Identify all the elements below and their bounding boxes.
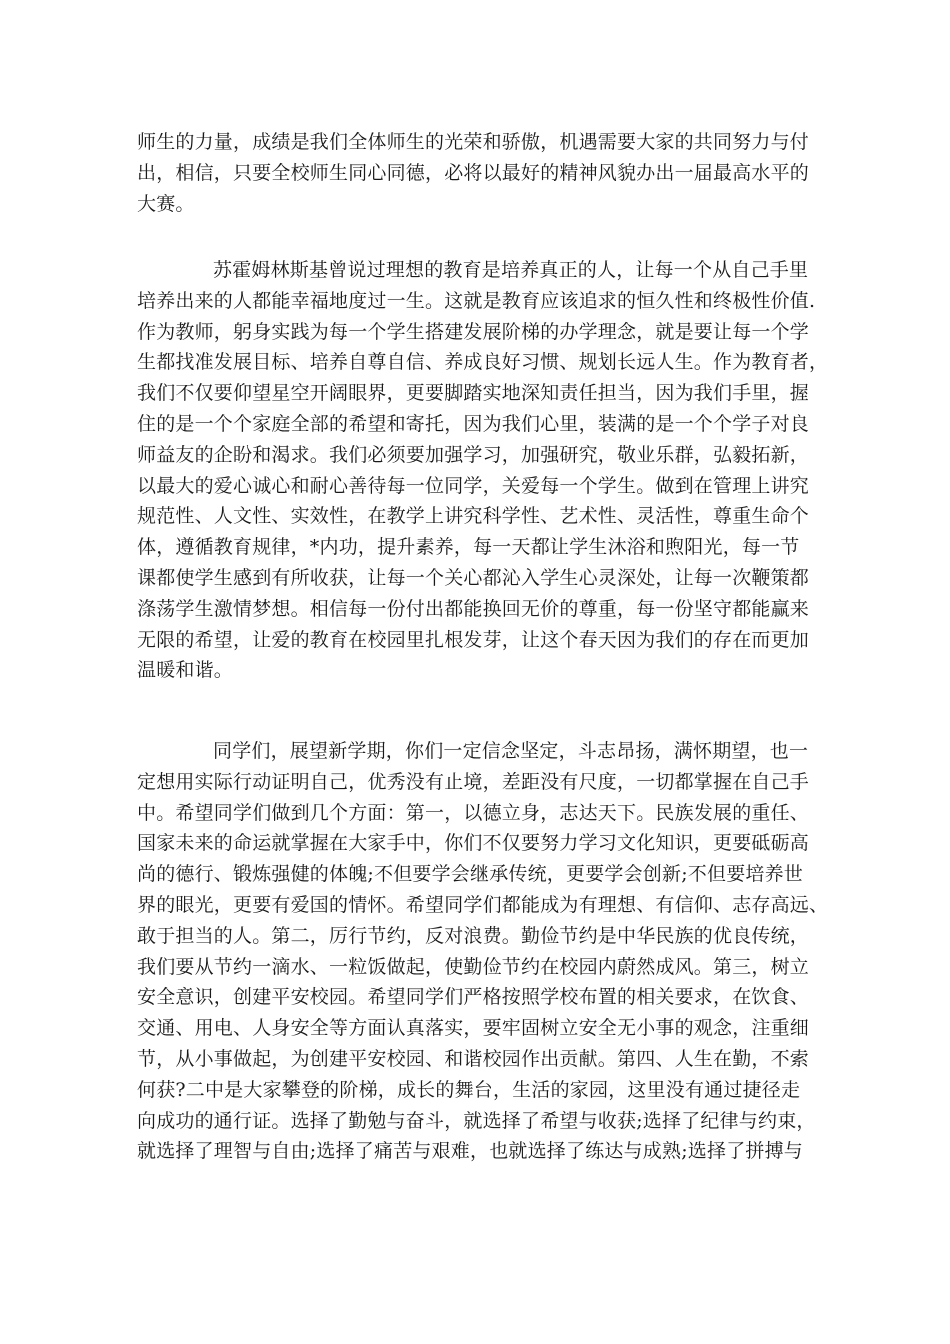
text-line: 尚的德行、锻炼强健的体魄;不但要学会继承传统，更要学会创新;不但要培养世 [137, 863, 804, 886]
paragraph-3 [137, 736, 829, 1167]
text-line: 作为教师，躬身实践为每一个学生搭建发展阶梯的办学理念，就是要让每一个学 [137, 320, 810, 343]
text-line: 生都找准发展目标、培养自尊自信、养成良好习惯、规划长远人生。作为教育者， [137, 351, 829, 374]
text-line: 住的是一个个家庭全部的希望和寄托，因为我们心里，装满的是一个个学子对良 [137, 412, 810, 435]
text-line: 师益友的企盼和渴求。我们必须要加强学习，加强研究，敬业乐群，弘毅拓新， [137, 443, 810, 466]
text-line: 界的眼光，更要有爱国的情怀。希望同学们都能成为有理想、有信仰、志存高远、 [137, 893, 829, 916]
text-line: 我们不仅要仰望星空开阔眼界，更要脚踏实地深知责任担当，因为我们手里，握 [137, 382, 810, 405]
text-line: 大赛。 [137, 192, 195, 215]
text-line: 向成功的通行证。选择了勤勉与奋斗，就选择了希望与收获;选择了纪律与约束， [137, 1109, 816, 1132]
text-line: 规范性、人文性、实效性，在教学上讲究科学性、艺术性、灵活性，尊重生命个 [137, 505, 810, 528]
text-line: 我们要从节约一滴水、一粒饭做起，使勤俭节约在校园内蔚然成风。第三，树立 [137, 955, 810, 978]
text-line: 同学们，展望新学期，你们一定信念坚定，斗志昂扬，满怀期望，也一 [213, 740, 809, 762]
text-line: 以最大的爱心诚心和耐心善待每一位同学，关爱每一个学生。做到在管理上讲究 [137, 474, 810, 497]
text-line: 交通、用电、人身安全等方面认真落实，要牢固树立安全无小事的观念，注重细 [137, 1017, 810, 1040]
text-line: 培养出来的人都能幸福地度过一生。这就是教育应该追求的恒久性和终极性价值. [137, 289, 816, 312]
text-line: 无限的希望，让爱的教育在校园里扎根发芽，让这个春天因为我们的存在而更加 [137, 628, 810, 651]
text-line: 敢于担当的人。第二，厉行节约，反对浪费。勤俭节约是中华民族的优良传统， [137, 924, 810, 947]
text-line: 出，相信，只要全校师生同心同德，必将以最好的精神风貌办出一届最高水平的 [137, 161, 810, 184]
text-line: 安全意识，创建平安校园。希望同学们严格按照学校布置的相关要求，在饮食、 [137, 986, 810, 1009]
text-line: 温暖和谐。 [137, 659, 234, 682]
text-line: 定想用实际行动证明自己，优秀没有止境，差距没有尺度，一切都掌握在自己手 [137, 770, 810, 793]
text-line: 国家未来的命运就掌握在大家手中，你们不仅要努力学习文化知识，更要砥砺高 [137, 832, 810, 855]
text-line: 师生的力量，成绩是我们全体师生的光荣和骄傲，机遇需要大家的共同努力与付 [137, 131, 810, 153]
text-line: 涤荡学生激情梦想。相信每一份付出都能换回无价的尊重，每一份坚守都能赢来 [137, 597, 810, 620]
text-line: 课都使学生感到有所收获，让每一个关心都沁入学生心灵深处，让每一次鞭策都 [137, 566, 810, 589]
text-line: 体，遵循教育规律，*内功，提升素养，每一天都让学生沐浴和煦阳光，每一节 [137, 536, 800, 559]
paragraph-1 [137, 127, 817, 219]
text-line: 中。希望同学们做到几个方面：第一，以德立身，志达天下。民族发展的重任、 [137, 801, 810, 824]
text-line: 节，从小事做起，为创建平安校园、和谐校园作出贡献。第四、人生在勤，不索 [137, 1047, 810, 1070]
text-line: 何获?二中是大家攀登的阶梯，成长的舞台，生活的家园，这里没有通过捷径走 [137, 1078, 801, 1101]
text-line: 就选择了理智与自由;选择了痛苦与艰难，也就选择了练达与成熟;选择了拼搏与 [137, 1140, 804, 1163]
paragraph-2 [137, 255, 829, 686]
text-line: 苏霍姆林斯基曾说过理想的教育是培养真正的人，让每一个从自己手里 [213, 259, 809, 281]
